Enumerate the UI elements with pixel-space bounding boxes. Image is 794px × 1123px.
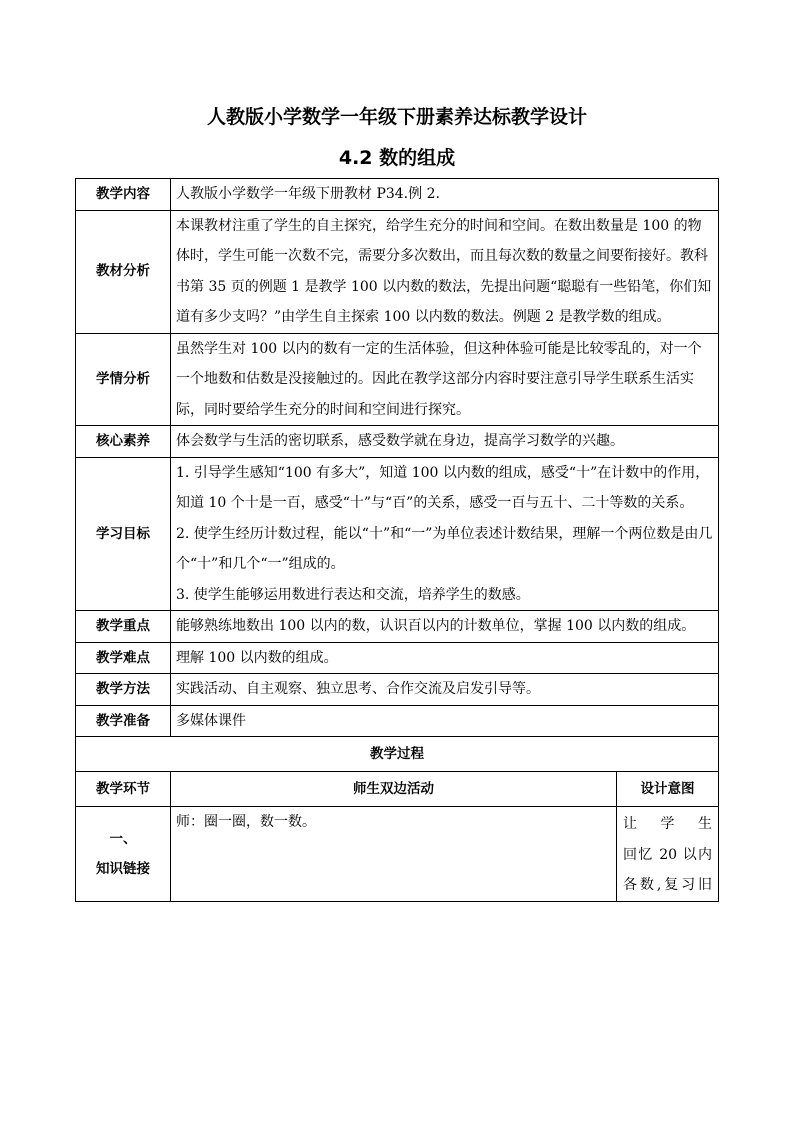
- stage-1-number: 一、: [109, 830, 137, 847]
- prep-label: 教学准备: [76, 705, 171, 737]
- row-process-heading: [76, 737, 719, 772]
- row-learner: [76, 333, 719, 426]
- prep-text: 多媒体课件: [171, 705, 719, 737]
- lesson-plan-table: [75, 178, 719, 902]
- goals-text: [171, 457, 719, 611]
- row-method: [76, 674, 719, 706]
- learner-label: 学情分析: [76, 333, 171, 426]
- literacy-text: 体会数学与生活的密切联系，感受数学就在身边，提高学习数学的兴趣。: [171, 426, 719, 458]
- row-stage-1: [76, 807, 719, 902]
- difficulty-label: 教学难点: [76, 642, 171, 674]
- key-label: 教学重点: [76, 611, 171, 643]
- column-stage: 教学环节: [76, 772, 171, 807]
- material-text: 本课教材注重了学生的自主探究，给学生充分的时间和空间。在数出数量是 100 的物体时，学生可能一次数不完，需要分多次数出，而且每次数的数量之间要衔接好。教科书第 35 页的例题 1 是教学 100 以内数的数法，先提出问题“聪聪有一些铅笔，你们知道有多少支吗？”由学生自主探索 100 以内数的数法。例题 2 是教学数的组成。: [171, 210, 719, 333]
- content-label: 教学内容: [76, 179, 171, 211]
- row-process-columns: [76, 772, 719, 807]
- intent-line: 回忆 20 以内: [623, 846, 713, 863]
- row-key: [76, 611, 719, 643]
- literacy-label: 核心素养: [76, 426, 171, 458]
- goals-label: 学习目标: [76, 457, 171, 611]
- stage-1-label: [76, 807, 171, 902]
- learner-text: 虽然学生对 100 以内的数有一定的生活体验，但这种体验可能是比较零乱的，对一个一个地数和估数是没接触过的。因此在教学这部分内容时要注意引导学生联系生活实际，同时要给学生充分的时间和空间进行探究。: [171, 333, 719, 426]
- lesson-title: 4.2 数的组成: [338, 147, 456, 169]
- intent-line: 让学生: [623, 816, 713, 832]
- method-label: 教学方法: [76, 674, 171, 706]
- material-label: 教材分析: [76, 210, 171, 333]
- content-text: 人教版小学数学一年级下册教材 P34.例 2.: [171, 179, 719, 211]
- stage-1-activity: 师：圈一圈，数一数。: [171, 807, 617, 902]
- goal-item: 3. 使学生能够运用数进行表达和交流，培养学生的数感。: [176, 586, 530, 603]
- goal-item: 2. 使学生经历计数过程，能以“十”和“一”为单位表述计数结果，理解一个两位数是由几个“十”和几个“一”组成的。: [176, 525, 713, 572]
- intent-line: 各数,复习旧: [623, 877, 713, 893]
- stage-1-name: 知识链接: [96, 860, 150, 877]
- stage-1-intent: [617, 807, 719, 902]
- row-literacy: [76, 426, 719, 458]
- row-material: [76, 210, 719, 333]
- process-heading: 教学过程: [76, 737, 719, 772]
- column-intent: 设计意图: [617, 772, 719, 807]
- method-text: 实践活动、自主观察、独立思考、合作交流及启发引导等。: [171, 674, 719, 706]
- key-text: 能够熟练地数出 100 以内的数，认识百以内的计数单位，掌握 100 以内数的组成。: [171, 611, 719, 643]
- goal-item: 1. 引导学生感知“100 有多大”，知道 100 以内数的组成，感受“十”在计数中的作用，知道 10 个十是一百，感受“十”与“百”的关系，感受一百与五十、二十等数的关系。: [176, 464, 710, 511]
- column-activity: 师生双边活动: [171, 772, 617, 807]
- row-goals: [76, 457, 719, 611]
- document-title: 人教版小学数学一年级下册素养达标教学设计: [206, 106, 587, 128]
- row-prep: [76, 705, 719, 737]
- difficulty-text: 理解 100 以内数的组成。: [171, 642, 719, 674]
- row-difficulty: [76, 642, 719, 674]
- row-content: [76, 179, 719, 211]
